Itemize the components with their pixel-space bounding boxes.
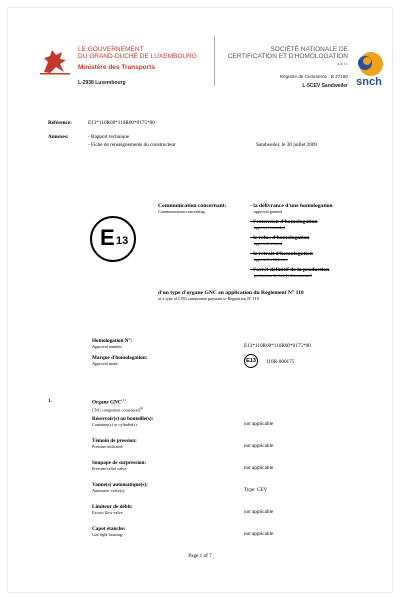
- communication-option-struck: - l'extension d'homologation approval extended: [250, 219, 318, 230]
- header-divider: [214, 36, 215, 86]
- annex-item: - Fiche de renseignements du constructeur: [88, 142, 176, 148]
- document-page: [8, 8, 392, 592]
- component-row-label: Témoin de pression: Pressure indicator:: [92, 438, 137, 449]
- ministry-name: Ministère des Transports: [78, 64, 155, 71]
- place-date: Sandweiler, le 30 juillet 2009: [256, 142, 318, 148]
- communication-option-struck: - le retrait d'homologation approval withdrawn: [250, 251, 313, 262]
- annex-item: - Rapport technique: [88, 134, 130, 140]
- reference-label: Référence:: [48, 120, 72, 126]
- government-address: L-2938 Luxembourg: [78, 80, 126, 86]
- communication-label: Communication concernant: Communication concerning:: [158, 203, 227, 214]
- communication-option-struck: - le refus d'homologation approval refused: [250, 235, 310, 246]
- component-row-label: Vanne(s) automatique(s): Automatic valve(s):: [92, 482, 148, 493]
- component-row-value: not applicable: [244, 443, 274, 449]
- approval-mark-label: Marque d'homologation: Approval mark:: [92, 355, 148, 366]
- component-row-label: Capot étanche: Gas-tight housing:: [92, 526, 126, 537]
- section-number: 1.: [48, 398, 52, 404]
- snch-logo-text: snch: [356, 76, 382, 88]
- approval-number-value: E13*110R00*110R00*0175*00: [244, 343, 311, 349]
- component-row-value: Type: CEV: [244, 487, 268, 493]
- approval-number-label: Homologation N°: Approval number:: [92, 338, 133, 349]
- component-row-label: Réservoir(s) ou bouteille(s): Container(s) or cylinder(s):: [92, 416, 154, 427]
- component-type-line: d'un type d'organe GNC en application du Règlement N° 110 of a type of CNG component pursuant to Regulation N° 110: [158, 290, 304, 301]
- component-row-value: not applicable: [244, 531, 274, 537]
- page-number: Page 1 of 7: [188, 553, 212, 559]
- communication-option-struck: - l'arrêt définitif de la production production definitely discontinued: [250, 267, 330, 278]
- snch-address: L-5CEV Sandweiler: [302, 83, 348, 89]
- communication-option: - la délivrance d'une homologation approval granted: [250, 203, 333, 214]
- component-row-value: not applicable: [244, 465, 274, 471]
- section-title: Organe GNC$^{(1)}$ CNG component considered$^{(1)}$: [92, 398, 144, 413]
- component-row-label: Soupape de surpression: Pressure relief valve:: [92, 460, 147, 471]
- component-row-value: not applicable: [244, 421, 274, 427]
- e13-approval-mark: E 13: [90, 216, 136, 262]
- registry-number: Registre de Commerce : B 27180: [279, 74, 348, 79]
- e13-small-mark-icon: E13: [244, 354, 258, 368]
- component-row-label: Limiteur de débit: Excess flow valve:: [92, 504, 133, 515]
- government-name: LE GOUVERNEMENT DU GRAND-DUCHÉ DE LUXEMBOURG: [78, 46, 197, 61]
- snch-name: SOCIÉTÉ NATIONALE DE CERTIFICATION ET D'HOMOLOGATION s.à r.l.: [227, 46, 348, 67]
- reference-value: E13*110R00*110R00*0175*00: [88, 120, 155, 126]
- luxembourg-lion-logo-icon: [38, 46, 72, 76]
- approval-mark-value: 110R-000175: [266, 359, 295, 365]
- annexes-label: Annexes:: [48, 134, 69, 140]
- component-row-value: not applicable: [244, 509, 274, 515]
